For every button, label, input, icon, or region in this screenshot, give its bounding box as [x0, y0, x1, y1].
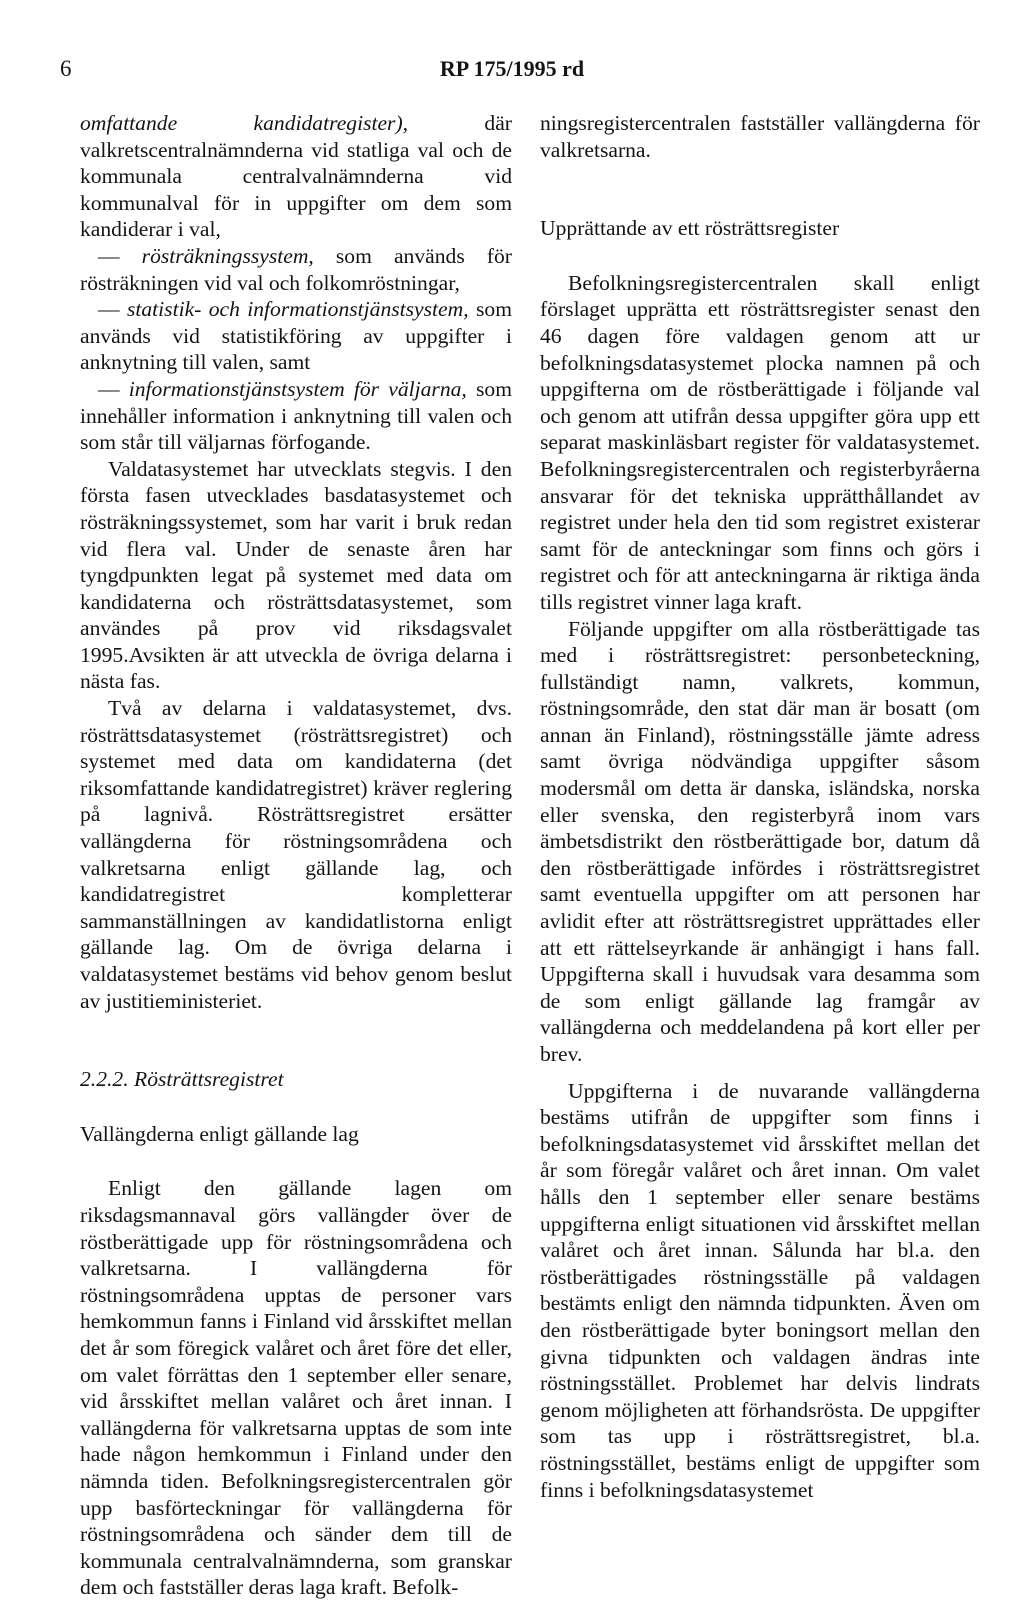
body-paragraph: Befolkningsregistercentralen skall enligt förslaget upprätta ett rösträttsregister senast den 46 dagen före valdagen genom att ur befolkningsdatasystemet plocka namnen på och uppgifterna om de röstberättigade i följande val och genom att utifrån dessa uppgifter göra upp ett separat maskinläsbart register för valdatasystemet. Befolkningsregistercentralen och registerbyråerna ansvarar för det tekniska upprätthållandet av registret under hela den tid som registret existerar samt för de anteckningar som finns och görs i registret och för att anteckningarna är riktiga ända tills registret vinner laga kraft. — [540, 270, 980, 614]
section-heading — [80, 1066, 512, 1093]
list-item — [80, 376, 512, 456]
subheading: Upprättande av ett rösträttsregister — [540, 216, 840, 241]
body-paragraph: Enligt den gällande lagen om riksdagsmannaval görs vallängder över de röstberättigade upp för röstningsområdena och valkretsarna. I vallängderna för röstningsområdena upptas de personer vars hemkommun fanns i Finland vid årsskiftet mellan det år som föregick valåret och året före det eller, om valet förrättas den 1 september eller senare, vid årsskiftet mellan valåret och året innan. I vallängderna för valkretsarna upptas de som inte hade någon hemkommun i Finland under den nämnda tiden. Befolkningsregistercentralen gör upp basförteckningar för vallängderna för röstningsområdena och sänder dem till de kommunala centralvalnämnderna, som granskar dem och fastställer deras laga kraft. Befolk- — [80, 1176, 512, 1600]
body-text: där valkretscentralnämnderna vid statliga val och de kommunala centralvalnämnderna vid kommunalval för in uppgifter om dem som kandiderar i val, — [80, 111, 512, 242]
body-text: som används vid statistikföring av uppgifter i anknytning till valen, samt — [80, 297, 512, 375]
section-title: Rösträttsregistret — [134, 1067, 284, 1092]
body-text: som används för rösträkningen vid val och folkomröstningar, — [80, 243, 512, 295]
body-paragraph: Uppgifterna i de nuvarande vallängderna bestäms utifrån de uppgifter som finns i befolkningsdatasystemet vid årsskiftet mellan det år som föregår valåret och året innan. Om valet hålls den 1 september eller senare bestäms uppgifterna enligt situationen vid årsskiftet mellan valåret och året innan. Sålunda har bl.a. den röstberättigades röstningsställe på valdagen bestämts enligt den nämnda tidpunkten. Även om den röstberättigade byter boningsort mellan den givna tidpunkten och valdagen ändras inte röstningsstället. Problemet har delvis lindrats genom möjligheten att förhandsrösta. De uppgifter som tas upp i rösträttsregistret, bl.a. röstningsstället, bestäms enligt de uppgifter som finns i befolkningsdatasystemet — [540, 1078, 980, 1502]
list-item — [80, 296, 512, 376]
list-dash: — — [98, 243, 142, 268]
left-column — [80, 110, 512, 1601]
list-term: omfattande kandidatregister), — [80, 111, 409, 135]
list-term: rösträkningssystem, — [141, 243, 314, 268]
list-dash: — — [98, 376, 129, 401]
section-number: 2.2.2. — [80, 1067, 129, 1092]
list-term: informationstjänstsystem för väljarna, — [128, 376, 467, 401]
right-column — [540, 110, 980, 1503]
list-item — [80, 243, 512, 296]
body-paragraph — [80, 110, 512, 243]
list-dash: — — [98, 297, 127, 322]
body-text: som innehåller information i anknytning till valen och som står till väljarnas förfogande. — [80, 376, 512, 455]
running-header: RP 175/1995 rd — [439, 56, 585, 81]
body-paragraph: ningsregistercentralen fastställer vallängderna för valkretsarna. — [540, 111, 980, 162]
page-number: 6 — [60, 56, 72, 81]
list-term: statistik- och informationstjänstsystem, — [126, 297, 469, 322]
subheading: Vallängderna enligt gällande lag — [80, 1121, 359, 1146]
body-paragraph: Två av delarna i valdatasystemet, dvs. rösträttsdatasystemet (rösträttsregistret) och systemet med data om kandidaterna (det riksomfattande kandidatregistret) kräver reglering på lagnivå. Rösträttsregistret ersätter vallängderna för röstningsområdena och valkretsarna enligt gällande lag, och kandidatregistret kompletterar sammanställningen av kandidatlistorna enligt gällande lag. Om de övriga delarna i valdatasystemet bestäms vid behov genom beslut av justitieministeriet. — [80, 696, 512, 1013]
body-paragraph: Valdatasystemet har utvecklats stegvis. I den första fasen utvecklades basdatasystemet och rösträkningssystemet, som har varit i bruk redan vid flera val. Under de senaste åren har tyngdpunkten legat på systemet med data om kandidaterna och rösträttsdatasystemet, som användes på prov vid riksdagsvalet 1995.Avsikten är att utveckla de övriga delarna i nästa fas. — [80, 456, 512, 694]
body-paragraph: Följande uppgifter om alla röstberättigade tas med i rösträttsregistret: personbeteckning, fullständigt namn, valkrets, kommun, röstningsområde, den stat där man är bosatt (om annan än Finland), röstningsställe jämte adress samt övriga nödvändiga uppgifter såsom modersmål om detta är danska, isländska, norska eller svenska, den registerbyrå inom vars ämbetsdistrikt den röstberättigade bor, datum då den röstberättigade infördes i rösträttsregistret samt eventuella uppgifter om att personen har avlidit efter att rösträttsregistret upprättades eller att ett rättelseyrkande är anhängigt i hans fall. Uppgifterna skall i huvudsak vara desamma som de som enligt gällande lag framgår av vallängderna och meddelandena på kort eller per brev. — [540, 616, 980, 1066]
